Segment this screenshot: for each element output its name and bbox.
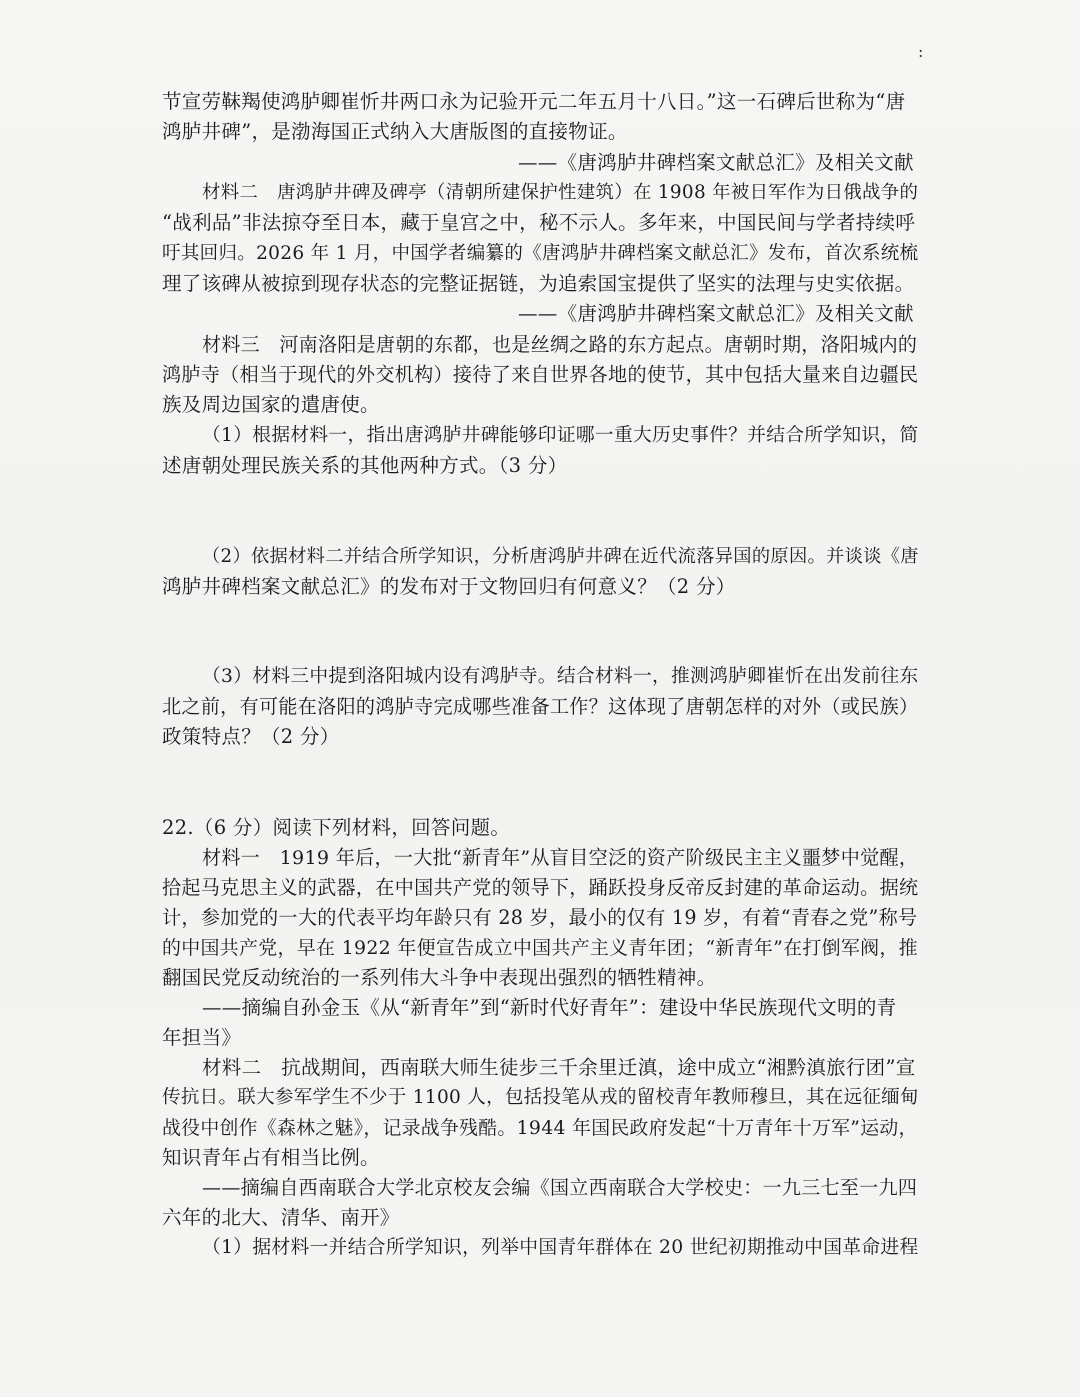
text-line: 翻国民党反动统治的一系列伟大斗争中表现出强烈的牺牲精神。 bbox=[162, 966, 717, 989]
text-line: 知识青年占有相当比例。 bbox=[162, 1146, 380, 1169]
material-paragraph: 材料一 1919 年后，一大批“新青年”从盲目空泛的资产阶级民主主义噩梦中觉醒， bbox=[202, 846, 919, 869]
text-line: 计，参加党的一大的代表平均年龄只有 28 岁，最小的仅有 19 岁，有着“青春之党”称号 bbox=[162, 906, 918, 929]
question-item: （1）根据材料一，指出唐鸿胪井碑能够印证哪一重大历史事件？并结合所学知识，简 bbox=[202, 425, 919, 446]
text-line: 鸿胪井碑档案文献总汇》的发布对于文物回归有何意义？（2 分） bbox=[162, 575, 736, 598]
text-line: 族及周边国家的遣唐使。 bbox=[162, 393, 380, 416]
text-line: 六年的北大、清华、南开》 bbox=[162, 1206, 400, 1229]
text-line: 吁其回归。2026 年 1 月，中国学者编纂的《唐鸿胪井碑档案文献总汇》发布，首次系统梳 bbox=[162, 243, 919, 264]
text-line: 政策特点？（2 分） bbox=[162, 725, 340, 748]
material-paragraph: 材料二 抗战期间，西南联大师生徒步三千余里迁滇，途中成立“湘黔滇旅行团”宣 bbox=[202, 1056, 916, 1079]
text-line: 鸿胪寺（相当于现代的外交机构）接待了来自世界各地的使节，其中包括大量来自边疆民 bbox=[162, 363, 919, 386]
question-item: （1）据材料一并结合所学知识，列举中国青年群体在 20 世纪初期推动中国革命进程 bbox=[202, 1237, 919, 1258]
text-line: 拾起马克思主义的武器，在中国共产党的领导下，踊跃投身反帝反封建的革命运动。据统 bbox=[162, 876, 919, 899]
text-line: 节宣劳靺羯使鸿胪卿崔忻井两口永为记验开元二年五月十八日。”这一石碑后世称为“唐 bbox=[162, 90, 906, 113]
question-item: （2）依据材料二并结合所学知识，分析唐鸿胪井碑在近代流落异国的原因。并谈谈《唐 bbox=[202, 546, 919, 567]
source-citation: ——摘编自孙金玉《从“新青年”到“新时代好青年”：建设中华民族现代文明的青 bbox=[202, 996, 897, 1019]
question-heading: 22.（6 分）阅读下列材料，回答问题。 bbox=[162, 816, 511, 839]
text-line: 理了该碑从被掠到现存状态的完整证据链，为追索国宝提供了坚实的法理与史实依据。 bbox=[162, 272, 915, 295]
source-citation: ——《唐鸿胪井碑档案文献总汇》及相关文献 bbox=[517, 302, 914, 325]
question-item: （3）材料三中提到洛阳城内设有鸿胪寺。结合材料一，推测鸿胪卿崔忻在出发前往东 bbox=[202, 666, 919, 687]
source-citation: ——《唐鸿胪井碑档案文献总汇》及相关文献 bbox=[517, 151, 914, 174]
text-line: 战役中创作《森林之魅》，记录战争残酷。1944 年国民政府发起“十万青年十万军”运动， bbox=[162, 1117, 918, 1139]
corner-mark: : bbox=[918, 42, 924, 61]
material-paragraph: 材料三 河南洛阳是唐朝的东都，也是丝绸之路的东方起点。唐朝时期，洛阳城内的 bbox=[202, 334, 918, 356]
material-paragraph: 材料二 唐鸿胪井碑及碑亭（清朝所建保护性建筑）在 1908 年被日军作为日俄战争的 bbox=[202, 182, 919, 203]
text-line: 鸿胪井碑”，是渤海国正式纳入大唐版图的直接物证。 bbox=[162, 120, 628, 143]
text-line: 述唐朝处理民族关系的其他两种方式。（3 分） bbox=[162, 454, 568, 477]
text-line: 北之前，有可能在洛阳的鸿胪寺完成哪些准备工作？这体现了唐朝怎样的对外（或民族） bbox=[162, 695, 919, 718]
text-line: 年担当》 bbox=[162, 1026, 242, 1049]
text-line: 传抗日。联大参军学生不少于 1100 人，包括投笔从戎的留校青年教师穆旦，其在远征缅甸 bbox=[162, 1087, 919, 1108]
text-line: 的中国共产党，早在 1922 年便宣告成立中国共产主义青年团；“新青年”在打倒军阀，推 bbox=[162, 937, 918, 959]
text-line: “战利品”非法掠夺至日本，藏于皇宫之中，秘不示人。多年来，中国民间与学者持续呼 bbox=[162, 211, 916, 234]
source-citation: ——摘编自西南联合大学北京校友会编《国立西南联合大学校史：一九三七至一九四 bbox=[202, 1177, 918, 1199]
